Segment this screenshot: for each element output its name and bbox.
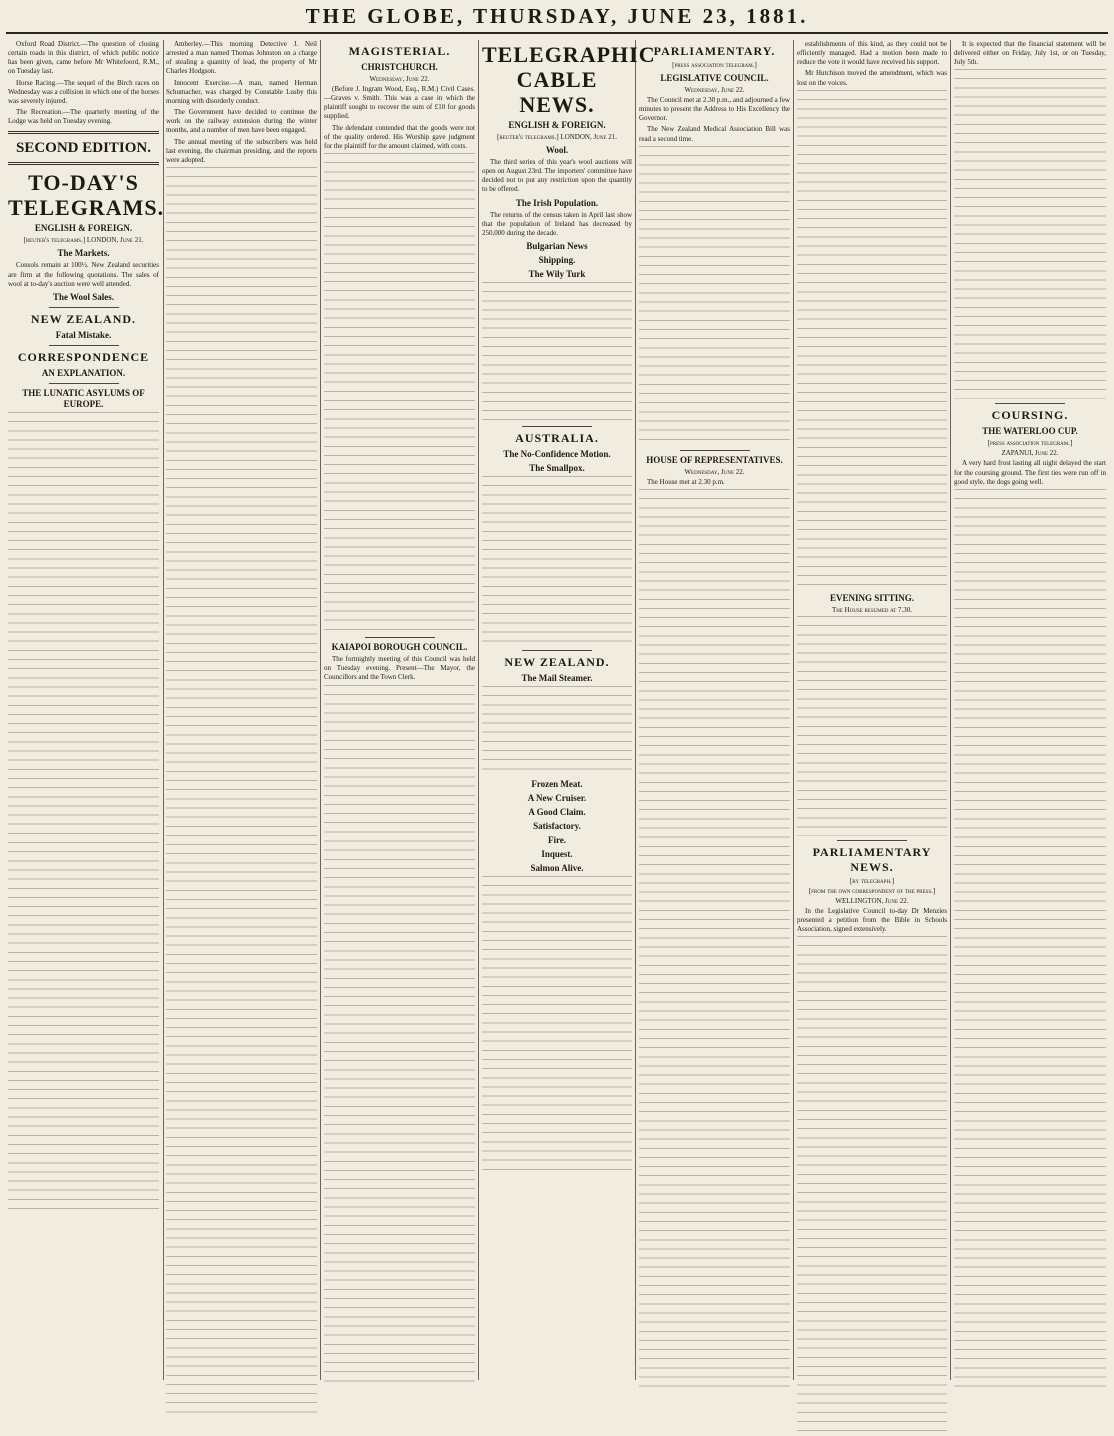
- article-paragraph: The New Zealand Medical Association Bill was read a second time.: [639, 125, 790, 143]
- text-block: [482, 876, 632, 1176]
- article-paragraph: The Council met at 2.30 p.m., and adjourned a few minutes to present the Address to His Excellency the Governor.: [639, 96, 790, 123]
- section-heading: Salmon Alive.: [530, 863, 584, 874]
- column-4: [482, 40, 656, 1380]
- dateline: ZAPANUI, June 22.: [1001, 449, 1059, 458]
- section-heading: Satisfactory.: [533, 821, 581, 832]
- masthead: [6, 4, 1108, 34]
- column-5: [639, 40, 790, 1380]
- article-paragraph: Mr Hutchison moved the amendment, which was lost on the voices.: [797, 69, 947, 87]
- section-heading: Bulgarian News: [526, 241, 588, 252]
- column-6: [797, 40, 947, 1380]
- article-paragraph: The third series of this year's wool auctions will open on August 23rd. The importers' committee have decided not to put any restriction upon the quantity to be offered.: [482, 158, 632, 194]
- article-paragraph: The defendant contended that the goods were not of the quality ordered. His Worship gave judgment for the plaintiff for the amount claimed, with costs.: [324, 123, 475, 150]
- dateline: [press association telegram.]: [672, 61, 757, 69]
- section-heading: NEW ZEALAND.: [504, 655, 610, 670]
- article-paragraph: establishments of this kind, as they could not be efficiently managed. Had a motion been made to reduce the vote it would have received his support.: [797, 40, 947, 67]
- article-paragraph: In the Legislative Council to-day Dr Menzies presented a petition from the Bible in Schools Association, signed extensively.: [797, 906, 947, 934]
- article-paragraph: Consols remain at 100½. New Zealand securities are firm at the following quotations. The sales of wool at to-day's auction were well attended.: [8, 261, 159, 288]
- column-3: [324, 40, 475, 1380]
- text-block: [324, 153, 475, 633]
- text-block: [797, 616, 947, 836]
- divider: [365, 637, 435, 638]
- divider: [522, 650, 592, 651]
- section-heading: Wool.: [545, 145, 569, 155]
- text-block: [324, 685, 475, 1385]
- section-heading: Fire.: [547, 835, 567, 846]
- dateline: Wednesday, June 22.: [684, 467, 745, 476]
- section-heading: CHRISTCHURCH.: [361, 62, 438, 72]
- article-paragraph: A very hard frost lasting all night delayed the start for the coursing ground. The first ties were run off in good style, the dogs going well.: [954, 459, 1106, 486]
- divider: [8, 131, 159, 134]
- section-heading: The No-Confidence Motion.: [503, 449, 611, 460]
- divider: [49, 307, 119, 308]
- section-heading: A Good Claim.: [528, 807, 586, 818]
- article-paragraph: The fortnightly meeting of this Council was held on Tuesday evening. Present—The Mayor, the Councillors and the Town Clerk.: [324, 655, 475, 682]
- divider: [49, 345, 119, 346]
- section-heading: THE LUNATIC ASYLUMS OF EUROPE.: [22, 387, 145, 409]
- section-heading: Shipping.: [538, 255, 576, 266]
- article-paragraph: (Before J. Ingram Wood, Esq., R.M.) Civil Cases.—Graves v. Smith. This was a case in which the plaintiff sought to recover the sum of £10 for goods supplied.: [324, 85, 475, 121]
- section-heading: CORRESPONDENCE: [17, 349, 150, 364]
- section-heading: Frozen Meat.: [531, 779, 583, 790]
- section-heading: ENGLISH & FOREIGN.: [508, 120, 606, 130]
- text-block: [8, 412, 159, 1212]
- section-heading: PARLIAMENTARY NEWS.: [812, 844, 932, 874]
- divider: [680, 450, 750, 451]
- section-heading: NEW ZEALAND.: [30, 311, 137, 326]
- telegrams-heading: TO-DAY'S TELEGRAMS.: [8, 170, 165, 221]
- dateline: [from the own correspondent of the press.]: [808, 886, 936, 895]
- dateline: Wednesday, June 22.: [369, 75, 430, 83]
- section-heading: Inquest.: [541, 849, 573, 860]
- text-block: [954, 489, 1106, 1389]
- divider: [8, 162, 159, 165]
- article-paragraph: Innocent Exercise.—A man, named Herman Schumacher, was charged by Constable Lusby this morning with disorderly conduct.: [166, 78, 317, 105]
- edition-heading: SECOND EDITION.: [15, 140, 152, 157]
- divider: [49, 383, 119, 384]
- divider: [995, 403, 1065, 404]
- divider: [837, 840, 907, 841]
- masthead-title: THE GLOBE, THURSDAY, JUNE 23, 1881.: [305, 4, 809, 28]
- section-heading: LEGISLATIVE COUNCIL.: [660, 73, 769, 83]
- article-paragraph: It is expected that the financial statement will be delivered either on Friday, July 1st, or on Tuesday, July 5th.: [954, 40, 1106, 67]
- section-heading: HOUSE OF REPRESENTATIVES.: [646, 454, 783, 465]
- section-heading: MAGISTERIAL.: [348, 44, 451, 58]
- article-paragraph: The Government have decided to continue the work on the railway extension during the winter months, and a number of men have been engaged.: [166, 108, 317, 135]
- section-heading: The Irish Population.: [515, 197, 599, 208]
- section-heading: The Markets.: [57, 248, 110, 259]
- section-heading: A New Cruiser.: [527, 793, 587, 804]
- newspaper-page: [6, 0, 1108, 1385]
- text-block: [639, 146, 790, 446]
- column-1: [8, 40, 165, 1380]
- article-paragraph: Oxford Road District.—The question of closing certain roads in this district, of which public notice has been given, came before Mr Whitefoord, R.M., on Tuesday last.: [8, 40, 159, 76]
- text-block: [482, 476, 632, 646]
- article-paragraph: The returns of the census taken in April last show that the population of Ireland has decreased by 250,000 during the decade.: [482, 210, 632, 237]
- section-heading: The Smallpox.: [529, 463, 585, 474]
- column-7: [954, 40, 1106, 1380]
- column-2: [166, 40, 317, 1380]
- dateline: [press association telegram.]: [987, 439, 1073, 448]
- dateline: [reuter's telegrams.] LONDON, June 21.: [23, 236, 144, 245]
- text-block: [482, 282, 632, 422]
- section-heading: THE WATERLOO CUP.: [982, 426, 1078, 437]
- section-heading: ENGLISH & FOREIGN.: [34, 223, 133, 234]
- section-heading: EVENING SITTING.: [829, 592, 915, 603]
- section-heading: AUSTRALIA.: [515, 431, 599, 446]
- dateline: WELLINGTON, June 22.: [835, 896, 909, 905]
- telegraphic-heading: TELEGRAPHIC CABLE NEWS.: [482, 42, 656, 117]
- dateline: The House resumed at 7.30.: [831, 605, 913, 614]
- columns: [6, 40, 1108, 1380]
- section-heading: AN EXPLANATION.: [41, 367, 126, 378]
- section-heading: COURSING.: [991, 408, 1069, 423]
- text-block: [954, 69, 1106, 399]
- dateline: Wednesday, June 22.: [684, 86, 745, 94]
- article-paragraph: Horse Racing.—The sequel of the Birch races on Wednesday was a collision in which one of the horses was severely injured.: [8, 78, 159, 105]
- text-block: [166, 167, 317, 1417]
- dateline: [reuter's telegrams.] LONDON, June 21.: [497, 133, 617, 141]
- section-heading: The Wily Turk: [528, 269, 586, 280]
- article-paragraph: Amberley.—This morning Detective J. Neil arrested a man named Thomas Johnston on a charge of stealing a quantity of lead, the property of Mr Charles Hodgson.: [166, 40, 317, 76]
- dateline: [by telegraph.]: [849, 876, 895, 885]
- section-heading: Fatal Mistake.: [55, 329, 112, 340]
- text-block: [639, 489, 790, 1389]
- text-block: [482, 686, 632, 776]
- text-block: [797, 90, 947, 590]
- text-block: [797, 936, 947, 1436]
- article-paragraph: The annual meeting of the subscribers was held last evening, the chairman presiding, and the reports were adopted.: [166, 137, 317, 164]
- section-heading: PARLIAMENTARY.: [653, 44, 776, 58]
- article-paragraph: The Recreation.—The quarterly meeting of the Lodge was held on Tuesday evening.: [8, 108, 159, 126]
- section-heading: The Mail Steamer.: [521, 673, 593, 684]
- divider: [522, 426, 592, 427]
- section-heading: KAIAPOI BOROUGH COUNCIL.: [331, 642, 468, 653]
- section-heading: The Wool Sales.: [52, 291, 115, 302]
- article-paragraph: The House met at 2.30 p.m.: [647, 477, 725, 486]
